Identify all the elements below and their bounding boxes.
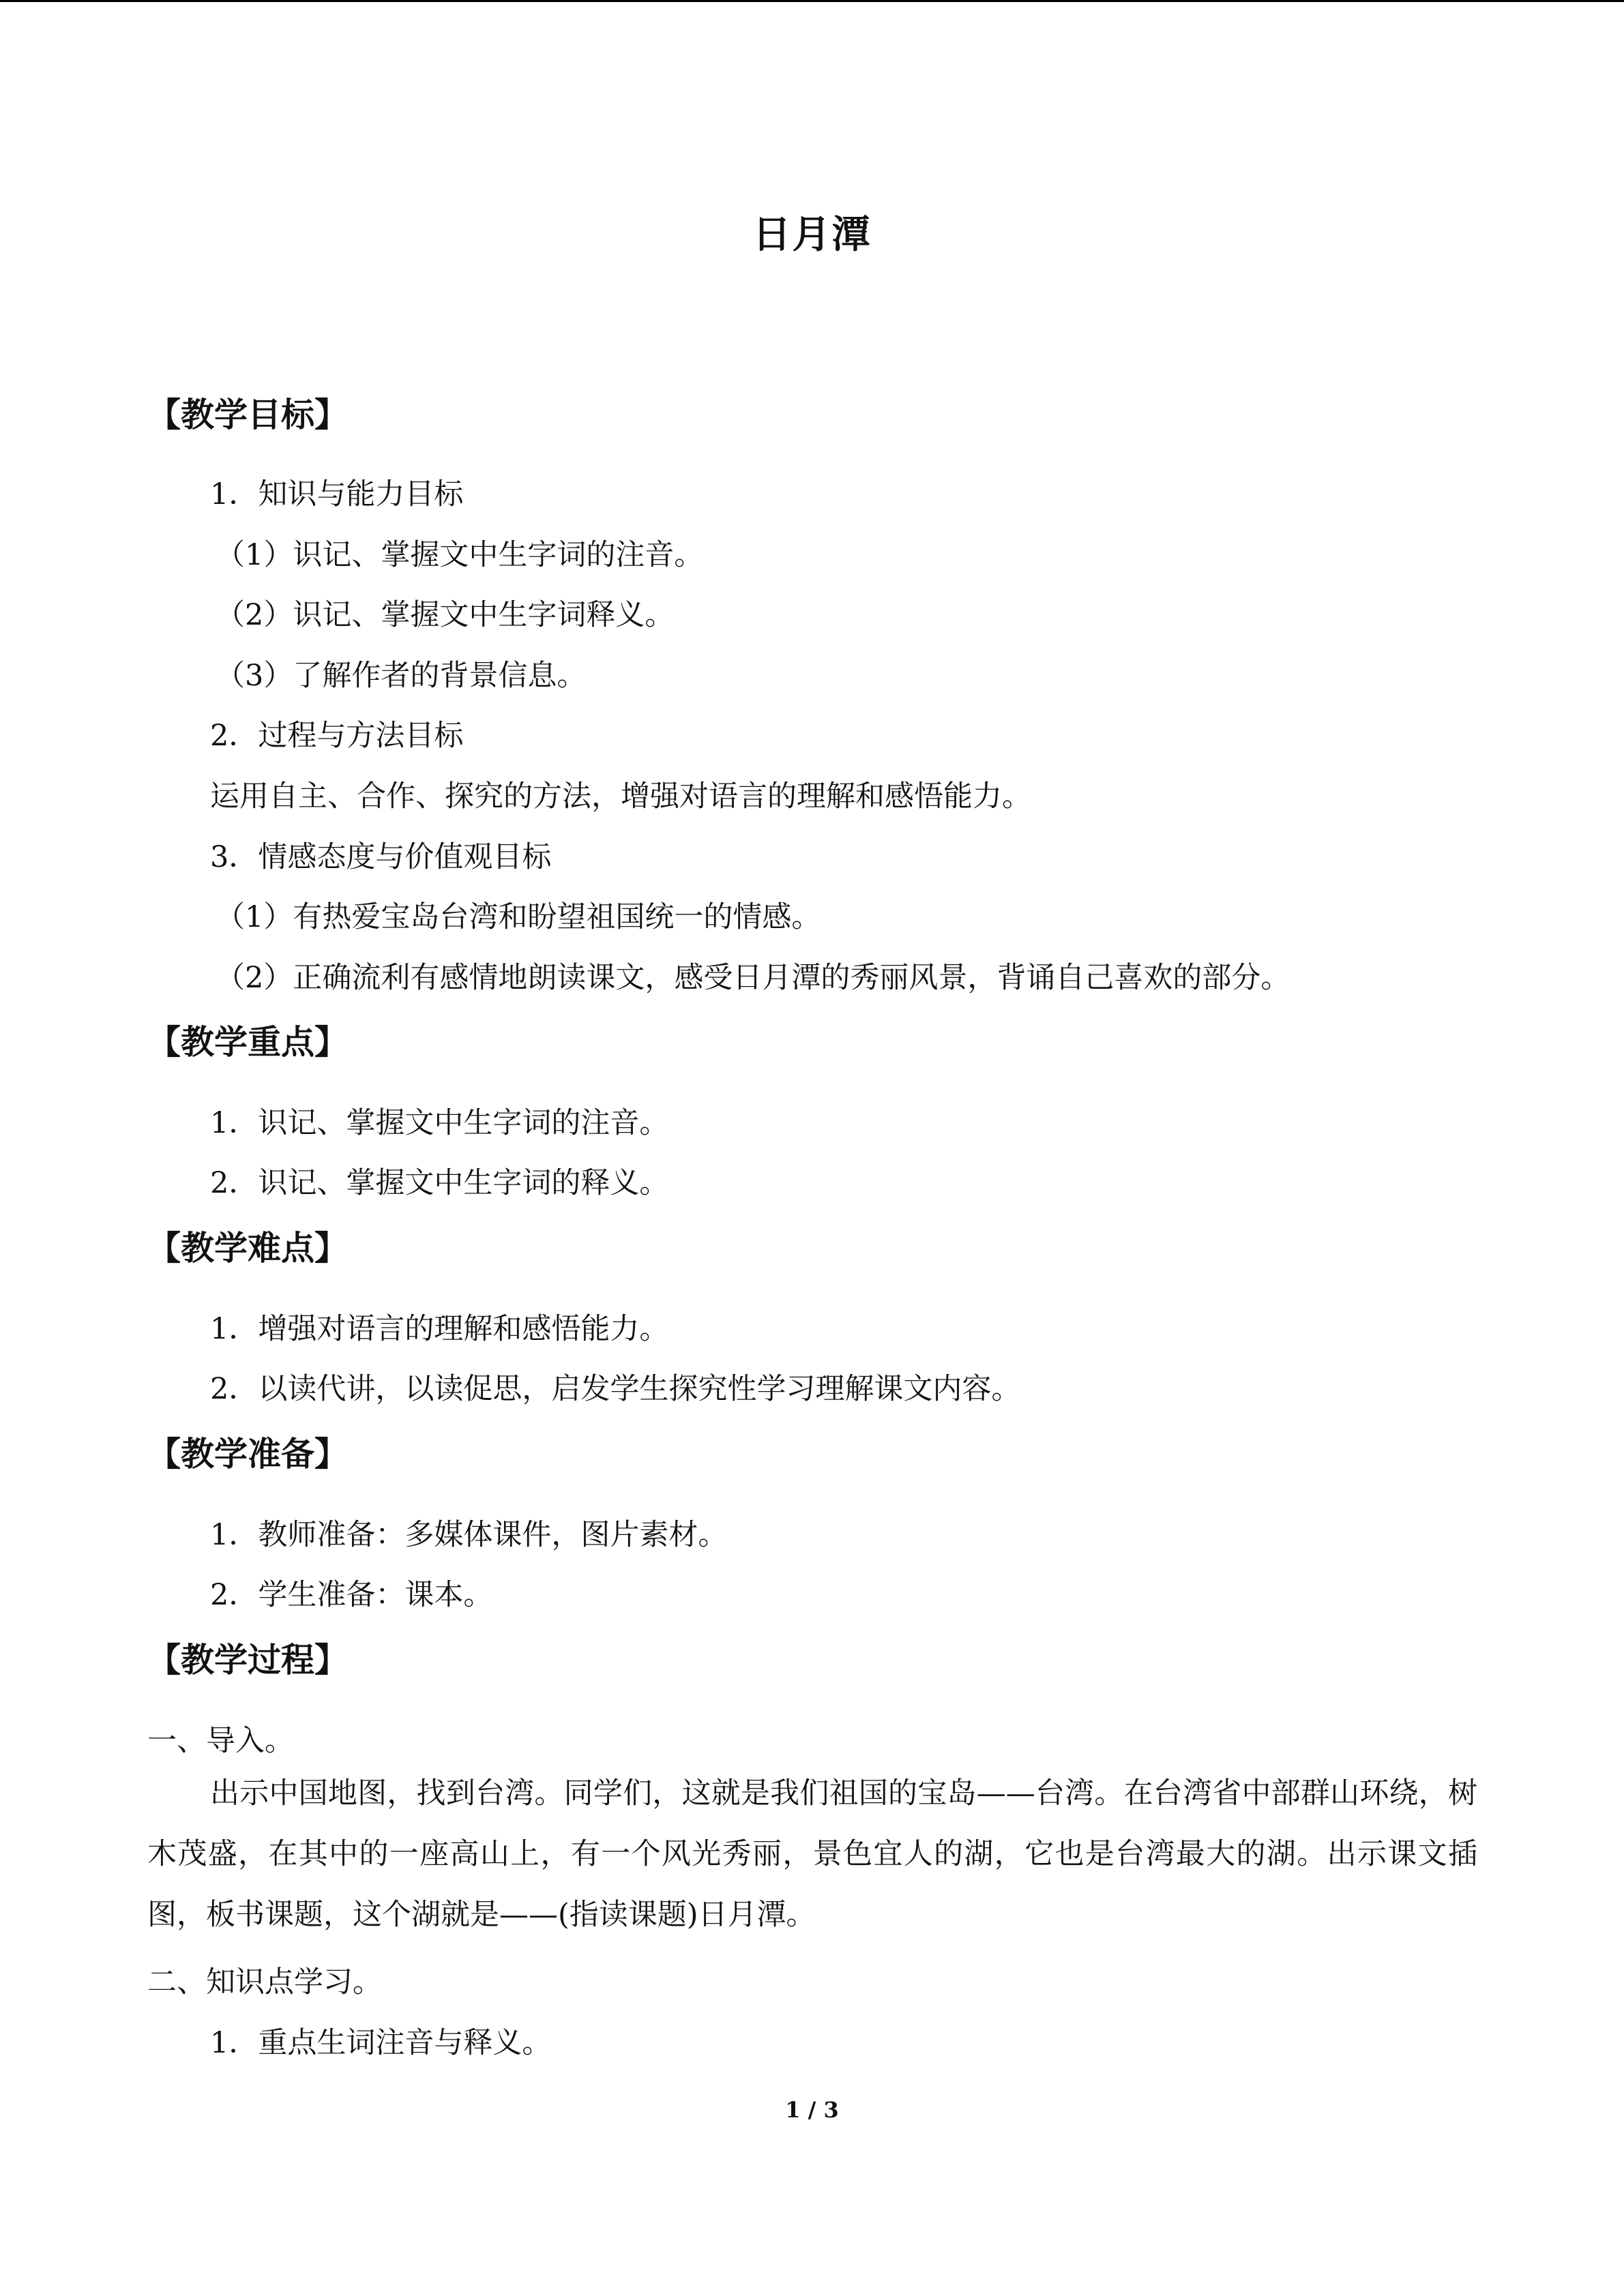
objective-line: 2．过程与方法目标 xyxy=(210,719,464,753)
top-border-line xyxy=(0,0,1624,2)
section-heading-key-points: 【教学重点】 xyxy=(147,1023,349,1062)
key-point-line: 2．识记、掌握文中生字词的释义。 xyxy=(210,1166,669,1200)
process-step-title: 一、导入。 xyxy=(147,1724,294,1758)
objective-line: 1．知识与能力目标 xyxy=(210,477,464,511)
document-title: 日月潭 xyxy=(752,213,872,257)
page-number: 1 / 3 xyxy=(785,2097,839,2123)
objective-line: （1）有热爱宝岛台湾和盼望祖国统一的情感。 xyxy=(216,900,821,934)
objective-line: （2）正确流利有感情地朗读课文，感受日月潭的秀丽风景，背诵自己喜欢的部分。 xyxy=(216,961,1290,995)
section-heading-objectives: 【教学目标】 xyxy=(147,396,349,434)
difficulty-line: 1．增强对语言的理解和感悟能力。 xyxy=(210,1312,669,1346)
section-heading-difficulties: 【教学难点】 xyxy=(147,1229,349,1268)
process-paragraph: 出示中国地图，找到台湾。同学们，这就是我们祖国的宝岛——台湾。在台湾省中部群山环绕，树木茂盛，在其中的一座高山上，有一个风光秀丽，景色宜人的湖，它也是台湾最大的湖。出示课文插图，板书课题，这个湖就是——(指读课题)日月潭。 xyxy=(147,1776,1477,1932)
objective-line: 3．情感态度与价值观目标 xyxy=(210,840,552,874)
process-item-line: 1．重点生词注音与释义。 xyxy=(210,2026,552,2060)
objective-line: （1）识记、掌握文中生字词的注音。 xyxy=(216,538,704,572)
objective-line: 运用自主、合作、探究的方法，增强对语言的理解和感悟能力。 xyxy=(210,779,1031,814)
preparation-line: 2．学生准备：课本。 xyxy=(210,1578,493,1612)
difficulty-line: 2．以读代讲，以读促思，启发学生探究性学习理解课文内容。 xyxy=(210,1372,1021,1406)
section-heading-process: 【教学过程】 xyxy=(147,1641,349,1680)
preparation-line: 1．教师准备：多媒体课件，图片素材。 xyxy=(210,1518,728,1552)
objective-line: （3）了解作者的背景信息。 xyxy=(216,659,587,693)
key-point-line: 1．识记、掌握文中生字词的注音。 xyxy=(210,1106,669,1140)
objective-line: （2）识记、掌握文中生字词释义。 xyxy=(216,598,675,632)
section-heading-preparation: 【教学准备】 xyxy=(147,1435,349,1474)
process-step-title: 二、知识点学习。 xyxy=(147,1965,382,1999)
